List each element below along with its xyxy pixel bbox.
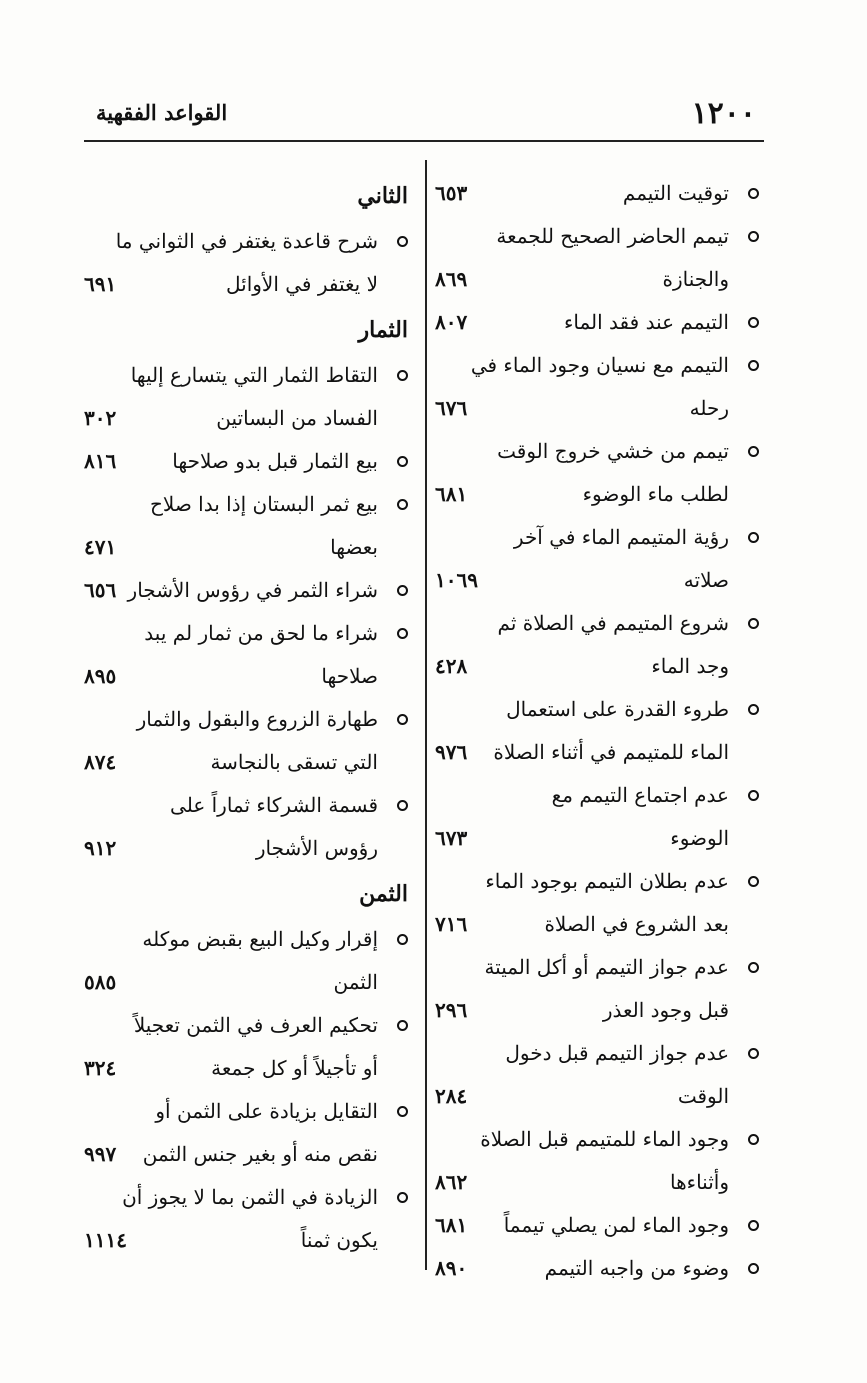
entry-text: وجود الماء لمن يصلي تيمماً — [503, 1213, 729, 1237]
page-reference: ٦٩١ — [84, 272, 117, 296]
section-heading: الثاني — [357, 183, 408, 209]
index-entry — [84, 1004, 414, 1090]
index-entry — [435, 602, 765, 688]
entry-text: وضوء من واجبه التيمم — [544, 1256, 729, 1280]
index-entry — [435, 860, 765, 946]
entry-text: صلاحها — [321, 664, 378, 688]
bullet-circle-icon — [748, 317, 759, 328]
entry-text: التقايل بزيادة على الثمن أو — [155, 1099, 378, 1123]
page-reference: ٨١٦ — [84, 449, 117, 473]
entry-text: التي تسقى بالنجاسة — [210, 750, 378, 774]
page-reference: ٦٥٣ — [435, 181, 468, 205]
index-entry — [435, 516, 765, 602]
bullet-circle-icon — [748, 1134, 759, 1145]
header-rule — [84, 140, 764, 142]
entry-text: الزيادة في الثمن بما لا يجوز أن — [122, 1185, 378, 1209]
bullet-circle-icon — [397, 934, 408, 945]
page-reference: ٦٥٦ — [84, 578, 117, 602]
bullet-circle-icon — [397, 1020, 408, 1031]
bullet-circle-icon — [397, 628, 408, 639]
index-entry — [435, 301, 765, 344]
bullet-circle-icon — [748, 532, 759, 543]
page-reference: ٢٨٤ — [435, 1084, 468, 1108]
bullet-circle-icon — [748, 618, 759, 629]
entry-text: بعضها — [330, 535, 378, 559]
entry-text: إقرار وكيل البيع بقبض موكله — [142, 927, 378, 951]
entry-text: رؤية المتيمم الماء في آخر — [513, 525, 729, 549]
entry-text: وجد الماء — [651, 654, 729, 678]
entry-text: وجود الماء للمتيمم قبل الصلاة — [480, 1127, 729, 1151]
page-reference: ٩١٢ — [84, 836, 117, 860]
index-entry — [435, 946, 765, 1032]
entry-text: التقاط الثمار التي يتسارع إليها — [130, 363, 378, 387]
index-entry — [84, 918, 414, 1004]
page-reference: ٣٠٢ — [84, 406, 117, 430]
page-header — [84, 92, 764, 138]
bullet-circle-icon — [397, 1192, 408, 1203]
page-reference: ٩٩٧ — [84, 1142, 117, 1166]
page-reference: ١١١٤ — [84, 1228, 127, 1252]
page-reference: ٨٦٢ — [435, 1170, 468, 1194]
page-reference: ٨٦٩ — [435, 267, 468, 291]
entry-text: عدم جواز التيمم قبل دخول — [505, 1041, 729, 1065]
entry-text: يكون ثمناً — [300, 1228, 378, 1252]
page-reference: ٦٨١ — [435, 482, 468, 506]
page-reference: ٨٩٠ — [435, 1256, 468, 1280]
page-reference: ٦٧٣ — [435, 826, 468, 850]
index-entry — [435, 172, 765, 215]
index-column-left — [84, 172, 414, 1262]
bullet-circle-icon — [397, 370, 408, 381]
index-entry — [435, 215, 765, 301]
index-entry — [84, 784, 414, 870]
entry-text: شرح قاعدة يغتفر في الثواني ما — [115, 229, 378, 253]
section-heading: الثمن — [359, 881, 408, 907]
bullet-circle-icon — [748, 231, 759, 242]
bullet-circle-icon — [748, 876, 759, 887]
index-entry — [84, 1090, 414, 1176]
index-entry — [435, 688, 765, 774]
entry-text: الفساد من البساتين — [216, 406, 378, 430]
bullet-circle-icon — [748, 962, 759, 973]
index-entry — [84, 220, 414, 306]
bullet-circle-icon — [748, 188, 759, 199]
bullet-circle-icon — [397, 499, 408, 510]
entry-text: طهارة الزروع والبقول والثمار — [136, 707, 378, 731]
page-reference: ١٠٦٩ — [435, 568, 478, 592]
entry-text: الوقت — [677, 1084, 729, 1108]
bullet-circle-icon — [748, 1263, 759, 1274]
page-reference: ٦٨١ — [435, 1213, 468, 1237]
entry-text: التيمم عند فقد الماء — [563, 310, 729, 334]
index-entry — [435, 774, 765, 860]
entry-text: تيمم من خشي خروج الوقت — [497, 439, 729, 463]
bullet-circle-icon — [748, 446, 759, 457]
index-entry — [84, 483, 414, 569]
entry-text: أو تأجيلاً أو كل جمعة — [211, 1056, 378, 1080]
page-reference: ٤٧١ — [84, 535, 117, 559]
bullet-circle-icon — [748, 360, 759, 371]
entry-text: توقيت التيمم — [622, 181, 729, 205]
index-entry — [435, 1118, 765, 1204]
entry-text: الثمن — [333, 970, 378, 994]
entry-text: نقص منه أو بغير جنس الثمن — [142, 1142, 378, 1166]
entry-text: لطلب ماء الوضوء — [582, 482, 729, 506]
page-reference: ٩٧٦ — [435, 740, 468, 764]
entry-text: الماء للمتيمم في أثناء الصلاة — [493, 740, 729, 764]
index-entry — [84, 354, 414, 440]
entry-text: بيع الثمار قبل بدو صلاحها — [172, 449, 378, 473]
entry-text: رؤوس الأشجار — [255, 836, 378, 860]
page-reference: ٦٧٦ — [435, 396, 468, 420]
entry-text: وأثناءها — [670, 1170, 729, 1194]
entry-text: طروء القدرة على استعمال — [506, 697, 729, 721]
bullet-circle-icon — [748, 1048, 759, 1059]
index-entry — [84, 698, 414, 784]
bullet-circle-icon — [397, 1106, 408, 1117]
bullet-circle-icon — [397, 456, 408, 467]
index-entry — [435, 1032, 765, 1118]
entry-text: عدم اجتماع التيمم مع — [551, 783, 729, 807]
bullet-circle-icon — [748, 1220, 759, 1231]
index-entry — [84, 440, 414, 483]
page-reference: ٧١٦ — [435, 912, 468, 936]
page-reference: ٥٨٥ — [84, 970, 117, 994]
entry-text: شراء ما لحق من ثمار لم يبد — [144, 621, 378, 645]
entry-text: شراء الثمر في رؤوس الأشجار — [127, 578, 378, 602]
index-entry — [84, 612, 414, 698]
bullet-circle-icon — [397, 236, 408, 247]
entry-text: لا يغتفر في الأوائل — [225, 272, 378, 296]
entry-text: شروع المتيمم في الصلاة ثم — [497, 611, 729, 635]
bullet-circle-icon — [397, 800, 408, 811]
page-reference: ٨٠٧ — [435, 310, 468, 334]
index-entry — [435, 1247, 765, 1290]
page-reference: ٨٩٥ — [84, 664, 117, 688]
entry-text: بعد الشروع في الصلاة — [544, 912, 729, 936]
page-reference: ٢٩٦ — [435, 998, 468, 1022]
bullet-circle-icon — [748, 704, 759, 715]
entry-text: بيع ثمر البستان إذا بدا صلاح — [149, 492, 378, 516]
index-entry — [435, 1204, 765, 1247]
entry-text: عدم جواز التيمم أو أكل الميتة — [484, 955, 729, 979]
index-column-right — [435, 172, 765, 1290]
page-number: ١٢٠٠ — [691, 96, 756, 131]
entry-text: تيمم الحاضر الصحيح للجمعة — [496, 224, 729, 248]
entry-text: الوضوء — [670, 826, 729, 850]
entry-text: عدم بطلان التيمم بوجود الماء — [485, 869, 729, 893]
index-entry — [84, 569, 414, 612]
entry-text: صلاته — [683, 568, 729, 592]
entry-text: قسمة الشركاء ثماراً على — [170, 793, 378, 817]
column-divider — [425, 160, 427, 1270]
page-reference: ٤٢٨ — [435, 654, 468, 678]
entry-text: تحكيم العرف في الثمن تعجيلاً — [133, 1013, 378, 1037]
bullet-circle-icon — [397, 714, 408, 725]
entry-text: رحله — [689, 396, 729, 420]
entry-text: والجنازة — [662, 267, 729, 291]
section-heading: الثمار — [358, 317, 408, 343]
page-reference: ٣٢٤ — [84, 1056, 117, 1080]
index-entry — [84, 1176, 414, 1262]
page-reference: ٨٧٤ — [84, 750, 117, 774]
entry-text: التيمم مع نسيان وجود الماء في — [470, 353, 729, 377]
index-entry — [435, 344, 765, 430]
index-entry — [435, 430, 765, 516]
bullet-circle-icon — [397, 585, 408, 596]
bullet-circle-icon — [748, 790, 759, 801]
entry-text: قبل وجود العذر — [602, 998, 729, 1022]
running-title: القواعد الفقهية — [96, 100, 228, 125]
